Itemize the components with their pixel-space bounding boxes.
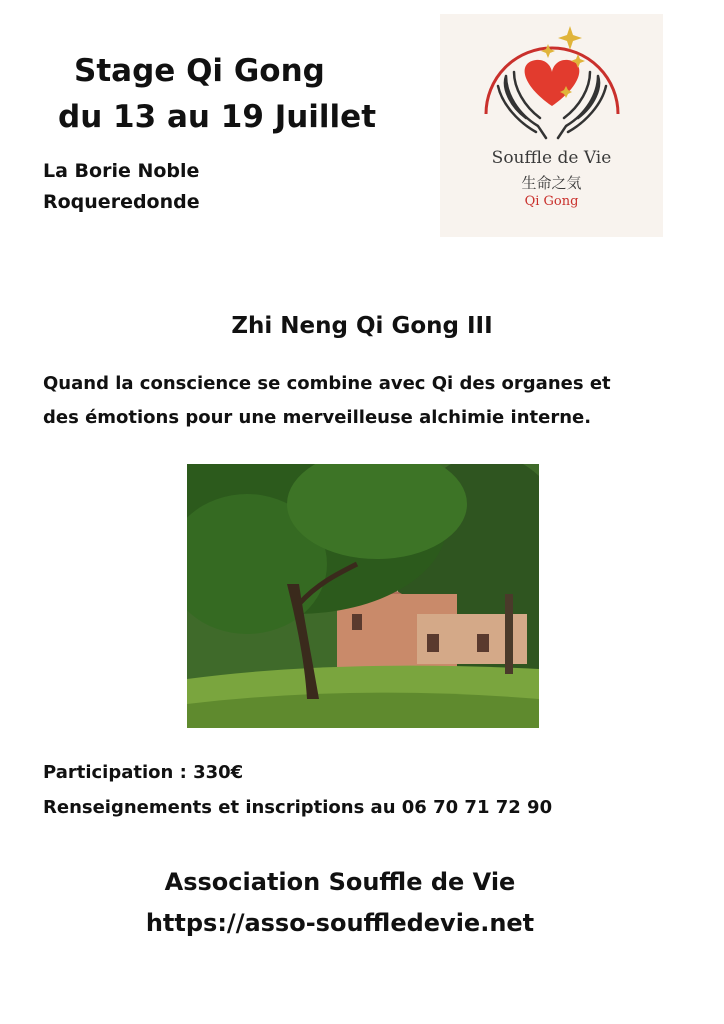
description <box>43 367 683 435</box>
title-line-1: Stage Qi Gong <box>74 53 325 89</box>
contact-info: Renseignements et inscriptions au 06 70 71 72 90 <box>43 797 553 818</box>
website-link[interactable]: https://asso-souffledevie.net <box>145 909 535 937</box>
logo-subtitle: Qi Gong <box>524 194 579 209</box>
description-line-2: des émotions pour une merveilleuse alchimie interne. <box>43 407 592 428</box>
participation-price: Participation : 330€ <box>43 762 244 783</box>
logo <box>440 14 663 237</box>
description-line-1: Quand la conscience se combine avec Qi des organes et <box>43 373 611 394</box>
location-venue: La Borie Noble <box>43 160 200 182</box>
title-line-2: du 13 au 19 Juillet <box>58 99 377 135</box>
logo-name: Souffle de Vie <box>491 148 612 168</box>
hands-heart-icon <box>440 14 663 154</box>
location-town: Roqueredonde <box>43 191 200 213</box>
photo-illustration <box>187 464 539 728</box>
association-name: Association Souffle de Vie <box>164 868 516 896</box>
section-subtitle: Zhi Neng Qi Gong III <box>231 313 493 339</box>
heart-icon <box>525 60 580 106</box>
garden-house-photo <box>187 464 539 728</box>
logo-chinese: 生命之気 <box>521 174 582 192</box>
